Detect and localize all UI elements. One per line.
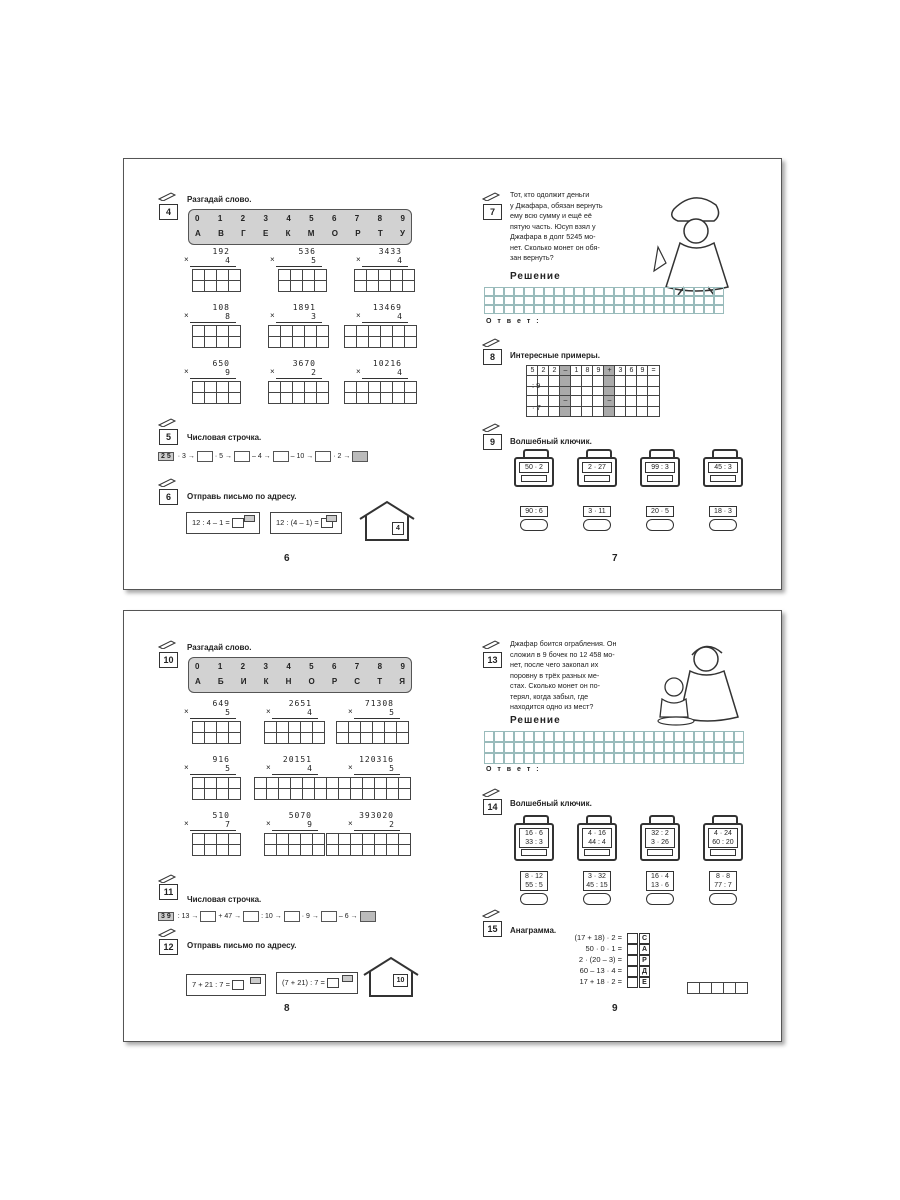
puzzle-cell[interactable]: [647, 395, 660, 407]
key[interactable]: [709, 506, 737, 531]
padlock-expression: 16 · 6 33 : 3: [519, 828, 549, 848]
times-sign: ×: [348, 707, 353, 716]
multiplication-example: [266, 755, 326, 807]
task-number-badge: 8: [483, 349, 502, 365]
key-ring-icon: [520, 893, 548, 905]
puzzle-cell: 5: [526, 365, 539, 377]
stamp-icon: [250, 977, 261, 984]
padlock-body: [640, 823, 680, 861]
pencil-icon: [481, 787, 501, 797]
key-ring-icon: [646, 893, 674, 905]
padlock[interactable]: [514, 449, 554, 489]
key[interactable]: [583, 506, 611, 531]
anagram-letter: С: [639, 933, 650, 944]
padlock-body: [577, 823, 617, 861]
envelope: (7 + 21) : 7 =: [276, 972, 358, 994]
envelope-answer-box[interactable]: [232, 980, 244, 990]
word-problem-text: Джафар боится ограбления. Он сложил в 9 бочек по 12 458 мо- нет, после чего закопал их поровну в трёх разных ме- стах. Сколько монет он по- терял, когда забыл, где находится одно из мест?: [510, 639, 617, 711]
solution-grid[interactable]: [484, 287, 724, 314]
key-expression: 90 : 6: [520, 506, 548, 517]
padlock[interactable]: [640, 449, 680, 489]
answer-cells[interactable]: [268, 392, 328, 404]
answer-cells[interactable]: [268, 336, 328, 348]
multiplicand: 120316: [359, 755, 394, 764]
multiplication-example: [356, 303, 416, 355]
chain-start: 2 5: [158, 452, 174, 461]
answer-cells[interactable]: [264, 732, 324, 744]
pencil-icon: [481, 191, 501, 201]
chain-answer-box[interactable]: [197, 451, 213, 462]
multiplicand: 108: [212, 303, 230, 312]
multiplication-example: [184, 303, 244, 355]
key[interactable]: [520, 506, 548, 531]
padlock[interactable]: [703, 815, 743, 861]
underline: [362, 378, 408, 379]
padlock-body: [577, 457, 617, 487]
answer-cells[interactable]: [192, 732, 240, 744]
key[interactable]: [646, 506, 674, 531]
times-sign: ×: [348, 819, 353, 828]
word-problem-text: Тот, кто одолжит деньги у Джафара, обязан вернуть ему всю сумму и ещё её пятую часть. Юсуп взял у Джафара в долг 5245 мо- нет. Сколько монет он обя- зан вернуть?: [510, 190, 603, 262]
padlock-body: [703, 457, 743, 487]
puzzle-cell: =: [647, 365, 660, 377]
anagram-answer-box[interactable]: [627, 977, 638, 988]
key[interactable]: [646, 871, 674, 905]
times-sign: ×: [266, 819, 271, 828]
times-sign: ×: [184, 255, 189, 264]
task-number-badge: 13: [483, 652, 502, 668]
chain-answer-box[interactable]: [273, 451, 289, 462]
envelope-answer-box[interactable]: [232, 518, 244, 528]
puzzle-cell: 9: [636, 365, 649, 377]
task-title: Интересные примеры.: [510, 351, 600, 360]
anagram-expression: 2 · (20 – 3) =: [578, 955, 622, 964]
task-title: Анаграмма.: [510, 926, 557, 935]
chain-answer-box[interactable]: [243, 911, 259, 922]
times-sign: ×: [270, 367, 275, 376]
answer-cells[interactable]: [264, 844, 324, 856]
envelope-answer-box[interactable]: [327, 978, 339, 988]
page-number: 8: [284, 1003, 290, 1014]
multiplicand: 10216: [372, 359, 402, 368]
padlock-expression: 99 : 3: [645, 462, 675, 473]
underline: [354, 830, 400, 831]
anagram-answer-box[interactable]: [627, 955, 638, 966]
multiplication-example: [184, 247, 244, 299]
multiplier: 5: [225, 708, 230, 717]
multiplication-example: [266, 811, 326, 863]
envelope: 12 : (4 – 1) =: [270, 512, 342, 534]
multiplicand: 650: [212, 359, 230, 368]
underline: [190, 378, 236, 379]
underline: [190, 718, 236, 719]
answer-cells[interactable]: [192, 336, 240, 348]
cipher-letters-row: А В Г Е К М О Р Т У: [195, 229, 405, 238]
chain-answer-box[interactable]: [315, 451, 331, 462]
times-sign: ×: [356, 311, 361, 320]
multiplicand: 2651: [288, 699, 312, 708]
answer-label: О т в е т :: [486, 318, 541, 325]
times-sign: ×: [348, 763, 353, 772]
pencil-icon: [157, 927, 177, 937]
workbook-spread-pages-6-7: [123, 158, 782, 590]
task-number-badge: 10: [159, 652, 178, 668]
multiplication-example: [348, 811, 408, 863]
multiplier: 4: [397, 312, 402, 321]
puzzle-cell: –: [559, 365, 572, 377]
task-title: Числовая строчка.: [187, 895, 262, 904]
key[interactable]: [520, 871, 548, 905]
multiplicand: 649: [212, 699, 230, 708]
house-number: 10: [393, 974, 408, 987]
padlock-body: [514, 823, 554, 861]
multiplication-example: [266, 699, 326, 751]
answer-cells[interactable]: [344, 392, 416, 404]
keyhole-icon: [647, 849, 673, 856]
anagram-expression: 50 · 0 · 1 =: [585, 944, 622, 953]
keyhole-icon: [521, 475, 547, 482]
multiplicand: 916: [212, 755, 230, 764]
anagram-answer-box[interactable]: [627, 966, 638, 977]
anagram-answer-cells[interactable]: [687, 982, 747, 994]
padlock[interactable]: [703, 449, 743, 489]
multiplicand: 192: [212, 247, 230, 256]
answer-cells[interactable]: [254, 788, 326, 800]
underline: [190, 830, 236, 831]
padlock-expression: 2 · 27: [582, 462, 612, 473]
underline: [190, 266, 236, 267]
multiplication-example: [348, 755, 408, 807]
puzzle-cell: +: [603, 365, 616, 377]
underline: [276, 322, 322, 323]
puzzle-cell: 6: [625, 365, 638, 377]
times-sign: ×: [270, 311, 275, 320]
times-sign: ×: [184, 819, 189, 828]
puzzle-cell: –: [559, 395, 572, 407]
anagram-expression: 60 – 13 · 4 =: [579, 966, 622, 975]
task-title: Волшебный ключик.: [510, 437, 592, 446]
multiplier: 4: [307, 708, 312, 717]
multiplicand: 71308: [364, 699, 394, 708]
solution-heading: Решение: [510, 715, 561, 726]
multiplier: 9: [307, 820, 312, 829]
answer-cells[interactable]: [192, 392, 240, 404]
multiplier: 4: [225, 256, 230, 265]
puzzle-cell: 1: [570, 365, 583, 377]
task-number-badge: 6: [159, 489, 178, 505]
times-sign: ×: [266, 707, 271, 716]
row-operator: : 9: [532, 381, 541, 390]
answer-cells[interactable]: [344, 336, 416, 348]
task-title: Числовая строчка.: [187, 433, 262, 442]
key[interactable]: [709, 871, 737, 905]
underline: [354, 774, 400, 775]
key-ring-icon: [583, 519, 611, 531]
anagram-expression: 17 + 18 · 2 =: [579, 977, 622, 986]
times-sign: ×: [266, 763, 271, 772]
multiplicand: 5070: [288, 811, 312, 820]
multiplier: 5: [225, 764, 230, 773]
chain-start: 3 9: [158, 912, 174, 921]
underline: [272, 830, 318, 831]
multiplication-example: [270, 359, 330, 411]
multiplication-example: [184, 359, 244, 411]
puzzle-cell: 2: [548, 365, 561, 377]
multiplication-example: [270, 247, 330, 299]
key-expression: 16 · 4 13 · 6: [646, 871, 674, 891]
chain-final-box[interactable]: [352, 451, 368, 462]
padlock-body: [514, 457, 554, 487]
underline: [190, 322, 236, 323]
multiplicand: 510: [212, 811, 230, 820]
multiplication-example: [184, 755, 244, 807]
solution-grid[interactable]: [484, 731, 744, 764]
underline: [362, 322, 408, 323]
multiplicand: 13469: [372, 303, 402, 312]
answer-cells[interactable]: [326, 788, 410, 800]
task-title: Отправь письмо по адресу.: [187, 492, 297, 501]
padlock-body: [640, 457, 680, 487]
puzzle-cell: 3: [614, 365, 627, 377]
keyhole-icon: [710, 849, 736, 856]
multiplicand: 20151: [282, 755, 312, 764]
key-expression: 3 · 11: [583, 506, 611, 517]
key-expression: 8 · 8 77 : 7: [709, 871, 737, 891]
answer-cells[interactable]: [336, 732, 408, 744]
multiplicand: 1891: [292, 303, 316, 312]
anagram-letter: Р: [639, 955, 650, 966]
chain-answer-box[interactable]: [321, 911, 337, 922]
padlock[interactable]: [577, 815, 617, 861]
underline: [362, 266, 408, 267]
cipher-digits-row: 0 1 2 3 4 5 6 7 8 9: [195, 214, 405, 223]
puzzle-cell[interactable]: [647, 375, 660, 387]
task-title: Отправь письмо по адресу.: [187, 941, 297, 950]
puzzle-cell: 8: [581, 365, 594, 377]
task-number-badge: 4: [159, 204, 178, 220]
key-expression: 20 · 5: [646, 506, 674, 517]
multiplicand: 393020: [359, 811, 394, 820]
puzzle-cell: –: [603, 395, 616, 407]
keyhole-icon: [584, 475, 610, 482]
multiplicand: 536: [298, 247, 316, 256]
task-title: Разгадай слово.: [187, 195, 252, 204]
multiplicand: 3670: [292, 359, 316, 368]
pencil-icon: [157, 417, 177, 427]
answer-cells[interactable]: [354, 280, 414, 292]
pencil-icon: [157, 639, 177, 649]
multiplier: 2: [389, 820, 394, 829]
cipher-key-bar: [188, 209, 412, 245]
key-ring-icon: [646, 519, 674, 531]
number-chain: 2 5 · 3 → · 5 → – 4 → – 10 → · 2 →: [158, 451, 370, 462]
underline: [272, 774, 318, 775]
padlock[interactable]: [514, 815, 554, 861]
key-ring-icon: [709, 519, 737, 531]
multiplication-example: [184, 811, 244, 863]
anagram-answer-box[interactable]: [627, 944, 638, 955]
times-sign: ×: [270, 255, 275, 264]
cipher-letters-row: А Б И К Н О Р С Т Я: [195, 677, 405, 686]
workbook-spread-pages-8-9: [123, 610, 782, 1042]
envelope: 7 + 21 : 7 =: [186, 974, 266, 996]
underline: [190, 774, 236, 775]
pencil-icon: [481, 639, 501, 649]
task-number-badge: 15: [483, 921, 502, 937]
multiplier: 4: [307, 764, 312, 773]
stamp-icon: [326, 515, 337, 522]
anagram-letter: Д: [639, 966, 650, 977]
key-ring-icon: [583, 893, 611, 905]
padlock-expression: 4 · 24 60 : 20: [708, 828, 738, 848]
underline: [276, 378, 322, 379]
jafar-character-illustration: [644, 187, 744, 297]
keyhole-icon: [710, 475, 736, 482]
answer-cells[interactable]: [192, 788, 240, 800]
multiplier: 5: [389, 708, 394, 717]
multiplier: 7: [225, 820, 230, 829]
padlock-body: [703, 823, 743, 861]
puzzle-cell: 2: [537, 365, 550, 377]
puzzle-cell: 9: [592, 365, 605, 377]
pencil-icon: [157, 477, 177, 487]
underline: [354, 718, 400, 719]
multiplication-example: [184, 699, 244, 751]
stamp-icon: [244, 515, 255, 522]
chain-final-box[interactable]: [360, 911, 376, 922]
task-title: Разгадай слово.: [187, 643, 252, 652]
jafar-counting-coins-illustration: [646, 637, 746, 727]
page-number: 9: [612, 1003, 618, 1014]
padlock[interactable]: [577, 449, 617, 489]
page-number: 6: [284, 553, 290, 564]
number-chain: 3 9 : 13 → + 47 → : 10 → · 9 → – 6 →: [158, 911, 378, 922]
cipher-digits-row: 0 1 2 3 4 5 6 7 8 9: [195, 662, 405, 671]
multiplier: 4: [397, 256, 402, 265]
answer-cells[interactable]: [192, 844, 240, 856]
answer-label: О т в е т :: [486, 766, 541, 773]
multiplier: 8: [225, 312, 230, 321]
pencil-icon: [157, 873, 177, 883]
house-icon: [360, 955, 422, 999]
padlock[interactable]: [640, 815, 680, 861]
keyhole-icon: [521, 849, 547, 856]
multiplier: 5: [311, 256, 316, 265]
multiplication-example: [348, 699, 408, 751]
multiplication-example: [356, 359, 416, 411]
multiplication-example: [356, 247, 416, 299]
answer-cells[interactable]: [278, 280, 326, 292]
underline: [276, 266, 322, 267]
anagram-answer-box[interactable]: [627, 933, 638, 944]
multiplier: 5: [389, 764, 394, 773]
times-sign: ×: [184, 707, 189, 716]
multiplier: 9: [225, 368, 230, 377]
task-number-badge: 7: [483, 204, 502, 220]
key-ring-icon: [520, 519, 548, 531]
multiplicand: 3433: [378, 247, 402, 256]
multiplier: 3: [311, 312, 316, 321]
task-number-badge: 14: [483, 799, 502, 815]
times-sign: ×: [184, 367, 189, 376]
pencil-icon: [481, 908, 501, 918]
multiplier: 4: [397, 368, 402, 377]
house-icon: [356, 499, 418, 543]
key-expression: 3 · 32 45 : 15: [583, 871, 611, 891]
keyhole-icon: [647, 475, 673, 482]
task-number-badge: 5: [159, 429, 178, 445]
solution-heading: Решение: [510, 271, 561, 282]
answer-cells[interactable]: [326, 844, 410, 856]
padlock-expression: 4 · 16 44 : 4: [582, 828, 612, 848]
task-title: Волшебный ключик.: [510, 799, 592, 808]
task-number-badge: 9: [483, 434, 502, 450]
anagram-letter: А: [639, 944, 650, 955]
multiplier: 2: [311, 368, 316, 377]
pencil-icon: [157, 191, 177, 201]
keyhole-icon: [584, 849, 610, 856]
key-expression: 18 · 3: [709, 506, 737, 517]
times-sign: ×: [356, 255, 361, 264]
key-ring-icon: [709, 893, 737, 905]
padlock-expression: 50 · 2: [519, 462, 549, 473]
chain-answer-box[interactable]: [200, 911, 216, 922]
padlock-expression: 32 : 2 3 · 26: [645, 828, 675, 848]
page-number: 7: [612, 553, 618, 564]
task-number-badge: 12: [159, 939, 178, 955]
chain-answer-box[interactable]: [284, 911, 300, 922]
key[interactable]: [583, 871, 611, 905]
house-number: 4: [392, 522, 404, 535]
times-sign: ×: [184, 763, 189, 772]
padlock-expression: 45 : 3: [708, 462, 738, 473]
pencil-icon: [481, 337, 501, 347]
multiplication-example: [270, 303, 330, 355]
task-number-badge: 11: [159, 884, 178, 900]
anagram-expression: (17 + 18) · 2 =: [574, 933, 622, 942]
anagram-letter: Е: [639, 977, 650, 988]
cipher-key-bar: [188, 657, 412, 693]
chain-answer-box[interactable]: [234, 451, 250, 462]
underline: [272, 718, 318, 719]
stamp-icon: [342, 975, 353, 982]
envelope: 12 : 4 – 1 =: [186, 512, 260, 534]
answer-cells[interactable]: [192, 280, 240, 292]
row-operator: · 7: [532, 403, 541, 412]
times-sign: ×: [184, 311, 189, 320]
times-sign: ×: [356, 367, 361, 376]
pencil-icon: [481, 422, 501, 432]
key-expression: 8 · 12 55 : 5: [520, 871, 548, 891]
